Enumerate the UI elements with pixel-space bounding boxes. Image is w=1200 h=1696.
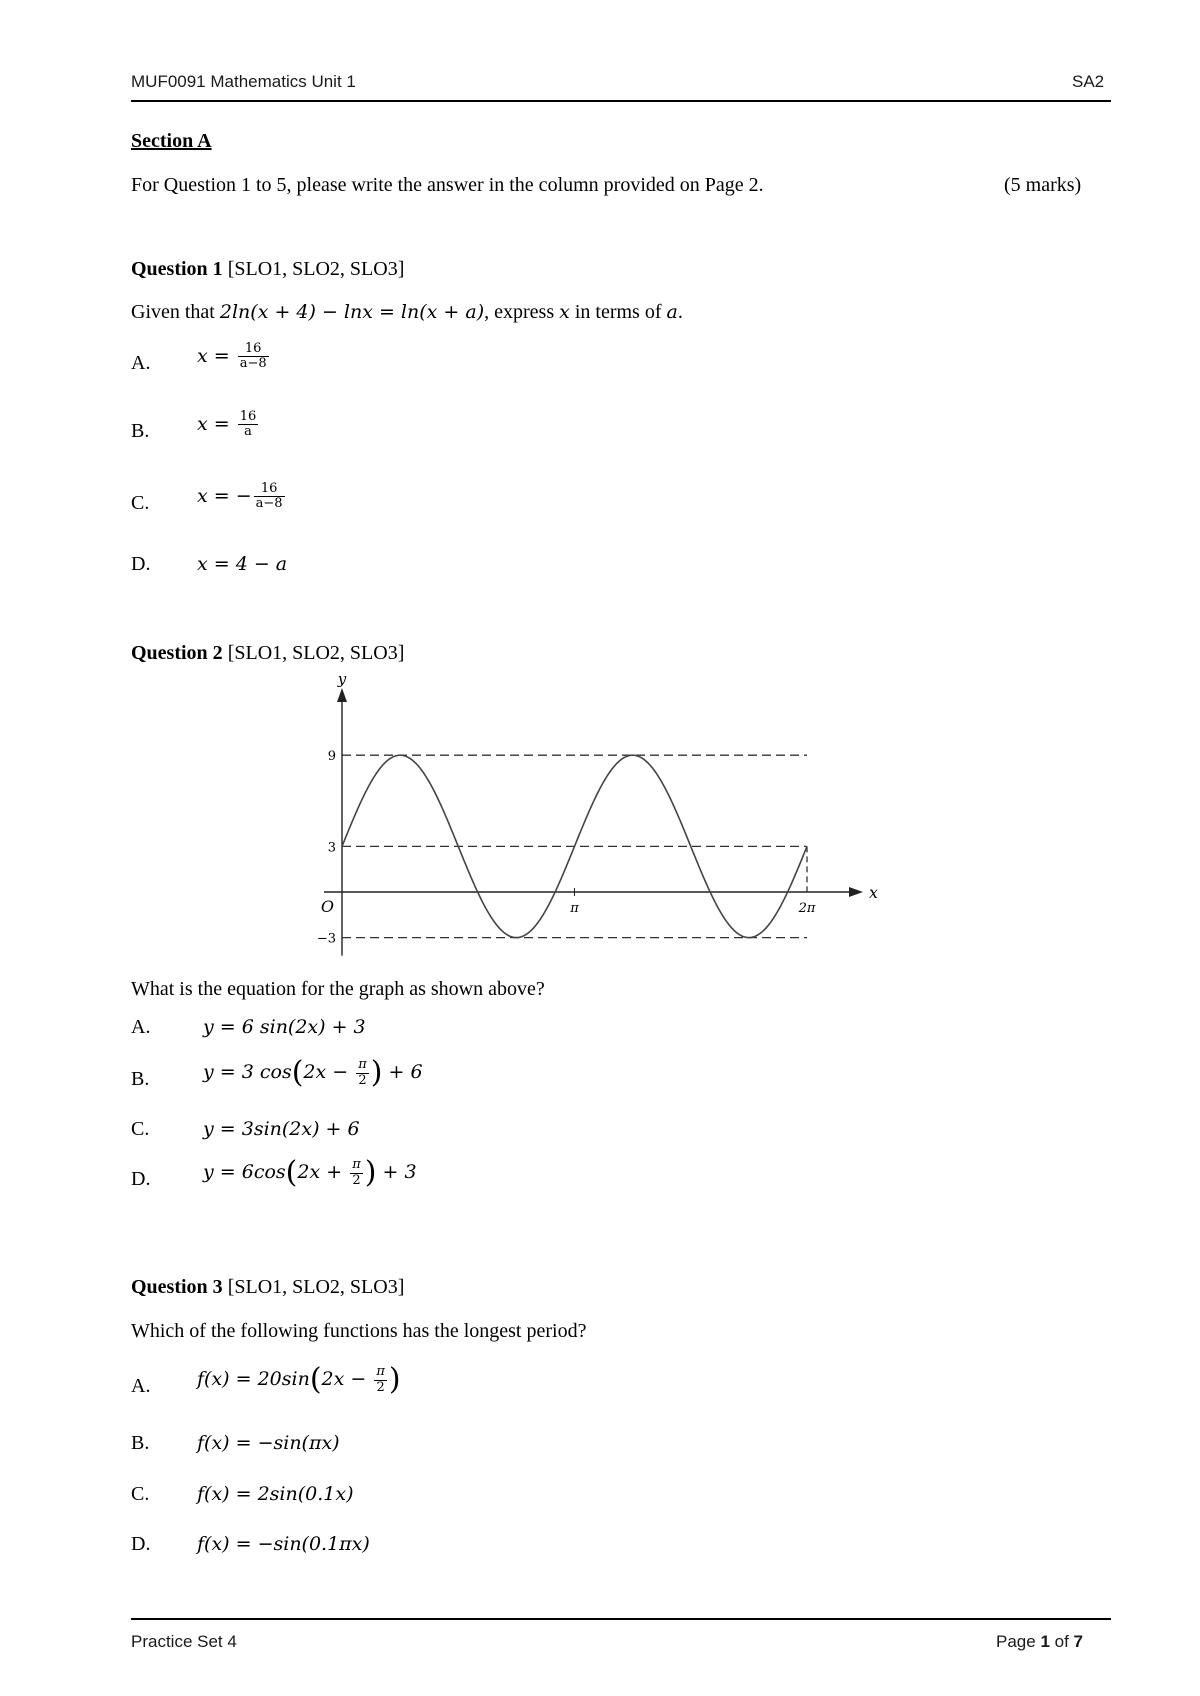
q3-option-a-fraction — [374, 1365, 387, 1395]
q1-prompt-var2: a — [666, 301, 678, 323]
q1-option-a-label: A. — [131, 352, 151, 374]
footer-page — [996, 1632, 1083, 1652]
q2-option-d-rparen: ) — [364, 1155, 377, 1190]
q1-option-a-expr — [197, 342, 271, 372]
footer-page-of: of — [1049, 1632, 1074, 1651]
q2-option-c-label: C. — [131, 1118, 150, 1140]
q3-option-c-expr: f(x) = 2sin(0.1x) — [197, 1483, 354, 1505]
y-axis-arrow-icon — [337, 688, 347, 702]
q2-option-b-fraction — [356, 1058, 369, 1088]
y-tick-label-9: 9 — [327, 749, 336, 765]
q2-option-b-num: π — [358, 1057, 367, 1073]
q2-option-c-expr: y = 3sin(2x) + 6 — [203, 1118, 360, 1140]
section-title: Section A — [131, 130, 212, 152]
q2-option-d-num: π — [352, 1157, 361, 1173]
q1-option-b-label: B. — [131, 420, 150, 442]
q1-option-c-sign: − — [235, 484, 252, 507]
x-axis-arrow-icon — [849, 887, 863, 897]
q1-option-b-den: a — [238, 424, 259, 439]
q1-prompt-dot: . — [677, 301, 683, 323]
y-axis-label: y — [337, 670, 347, 688]
q2-option-d-inner: 2x + — [297, 1161, 349, 1183]
q2-option-b-inner: 2x − — [303, 1061, 355, 1083]
q1-slo: [SLO1, SLO2, SLO3] — [227, 258, 405, 280]
q2-graph — [300, 670, 920, 950]
q2-option-b-label: B. — [131, 1068, 150, 1090]
q1-option-c-label: C. — [131, 492, 150, 514]
q2-option-a-label: A. — [131, 1016, 151, 1038]
q1-prompt-var: x — [559, 301, 570, 323]
q3-option-a-num: π — [376, 1364, 385, 1380]
q1-option-a-den: a−8 — [239, 356, 267, 372]
q2-option-d-post: + 3 — [376, 1161, 417, 1183]
q3-question: Which of the following functions has the longest period? — [131, 1320, 587, 1342]
q2-option-d-label: D. — [131, 1168, 151, 1190]
q1-prompt-equation: 2ln(x + 4) − lnx = ln(x + a) — [219, 301, 485, 323]
q1-option-c-lhs: x = — [197, 484, 236, 507]
q1-option-d-label: D. — [131, 553, 151, 575]
q1-option-b-num: 16 — [239, 409, 257, 424]
q1-option-b-fraction — [238, 410, 259, 440]
q1-prompt — [131, 301, 683, 324]
q3-option-b-expr: f(x) = −sin(πx) — [197, 1432, 340, 1454]
footer-label: Practice Set 4 — [131, 1632, 237, 1651]
q2-option-d-pre: y = 6cos — [203, 1161, 286, 1183]
q1-option-a-num: 16 — [244, 341, 262, 356]
q3-option-c-label: C. — [131, 1483, 150, 1505]
q2-option-d-lparen: ( — [285, 1155, 298, 1190]
q1-prompt-start: Given that — [131, 301, 220, 323]
q1-option-d-expr: x = 4 − a — [197, 553, 288, 575]
q2-option-b-lparen: ( — [291, 1055, 304, 1090]
q2-heading — [131, 642, 404, 665]
q3-option-a-inner: 2x − — [321, 1368, 373, 1390]
section-instruction: For Question 1 to 5, please write the answer in the column provided on Page 2. — [131, 174, 764, 196]
q3-title: Question 3 — [131, 1276, 223, 1298]
q1-prompt-mid: , express — [484, 301, 560, 323]
q1-option-c-fraction — [254, 482, 285, 512]
q3-option-a-label: A. — [131, 1375, 151, 1397]
footer-page-prefix: Page — [996, 1632, 1041, 1651]
origin-label: O — [320, 897, 334, 916]
q2-option-d-expr — [203, 1155, 417, 1190]
q2-slo: [SLO1, SLO2, SLO3] — [227, 642, 405, 664]
q3-option-a-rparen: ) — [388, 1362, 401, 1397]
q1-option-c-num: 16 — [260, 481, 278, 496]
q3-option-d-expr: f(x) = −sin(0.1πx) — [197, 1533, 370, 1555]
footer-page-number: 1 — [1040, 1632, 1050, 1651]
y-tick-label-neg3: −3 — [316, 931, 336, 947]
x-axis-label: x — [869, 883, 879, 902]
x-tick-label-2pi: 2π — [798, 901, 816, 916]
q3-option-a-den: 2 — [374, 1380, 387, 1395]
q1-title: Question 1 — [131, 258, 223, 280]
section-marks: (5 marks) — [1004, 174, 1082, 196]
q1-option-a-lhs: x = — [197, 344, 236, 367]
footer-rule — [131, 1618, 1111, 1620]
header-rule — [131, 100, 1111, 102]
q2-option-b-rparen: ) — [370, 1055, 383, 1090]
q2-option-b-den: 2 — [356, 1073, 369, 1088]
q1-prompt-end: in terms of — [569, 301, 667, 323]
q3-option-a-lparen: ( — [309, 1362, 322, 1397]
q2-title: Question 2 — [131, 642, 223, 664]
q2-option-b-expr — [203, 1055, 423, 1090]
q2-option-b-post: + 6 — [382, 1061, 423, 1083]
q3-option-a-pre: f(x) = 20sin — [197, 1368, 310, 1390]
q1-option-b-expr — [197, 410, 260, 440]
q2-option-d-fraction — [350, 1158, 363, 1188]
q2-option-d-den: 2 — [350, 1173, 363, 1188]
q1-option-c-den: a−8 — [255, 496, 283, 512]
q3-option-b-label: B. — [131, 1432, 150, 1454]
q1-option-a-fraction — [238, 342, 269, 372]
q3-option-a-expr — [197, 1362, 401, 1397]
header-code: SA2 — [1072, 72, 1105, 91]
q3-slo: [SLO1, SLO2, SLO3] — [227, 1276, 405, 1298]
q2-option-b-pre: y = 3 cos — [203, 1061, 292, 1083]
q2-question: What is the equation for the graph as shown above? — [131, 978, 545, 1000]
q3-option-d-label: D. — [131, 1533, 151, 1555]
q3-heading — [131, 1276, 404, 1299]
y-tick-label-3: 3 — [327, 840, 336, 856]
q1-heading — [131, 258, 404, 281]
q1-option-c-expr — [197, 482, 287, 512]
q1-option-b-lhs: x = — [197, 412, 236, 435]
x-tick-label-pi: π — [570, 901, 579, 916]
header-course: MUF0091 Mathematics Unit 1 — [131, 72, 356, 91]
footer-page-total: 7 — [1073, 1632, 1083, 1651]
q2-option-a-expr: y = 6 sin(2x) + 3 — [203, 1016, 366, 1038]
